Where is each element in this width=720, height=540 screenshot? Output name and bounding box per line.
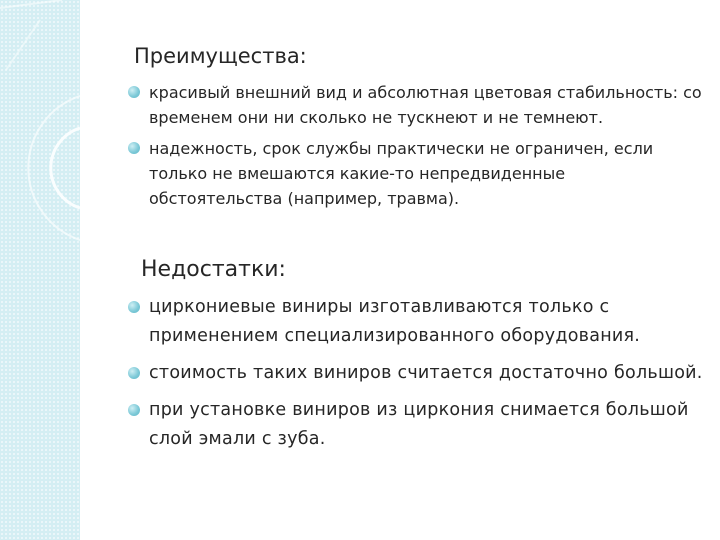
round-bullet-icon: [128, 142, 140, 154]
round-bullet-icon: [128, 404, 140, 416]
disadvantages-heading: Недостатки:: [141, 257, 286, 282]
advantages-list: [128, 80, 703, 217]
list-item-text: стоимость таких виниров считается достаточно большой.: [149, 363, 703, 383]
list-item: [128, 136, 703, 211]
round-bullet-icon: [128, 86, 140, 98]
list-item: [128, 80, 703, 130]
list-item: [128, 293, 703, 351]
round-bullet-icon: [128, 301, 140, 313]
round-bullet-icon: [128, 367, 140, 379]
list-item: [128, 396, 703, 454]
list-item-text: красивый внешний вид и абсолютная цветовая стабильность: со временем они ни сколько не тускнеют и не темнеют.: [149, 83, 702, 127]
list-item: [128, 359, 703, 388]
advantages-heading: Преимущества:: [134, 44, 307, 68]
list-item-text: надежность, срок службы практически не ограничен, если только не вмешаются какие-то непредвиденные обстоятельства (например, травма).: [149, 139, 654, 208]
disadvantages-list: [128, 293, 703, 462]
list-item-text: при установке виниров из циркония снимается большой слой эмали с зуба.: [149, 400, 689, 449]
list-item-text: циркониевые виниры изготавливаются только с применением специализированного оборудования.: [149, 297, 641, 346]
